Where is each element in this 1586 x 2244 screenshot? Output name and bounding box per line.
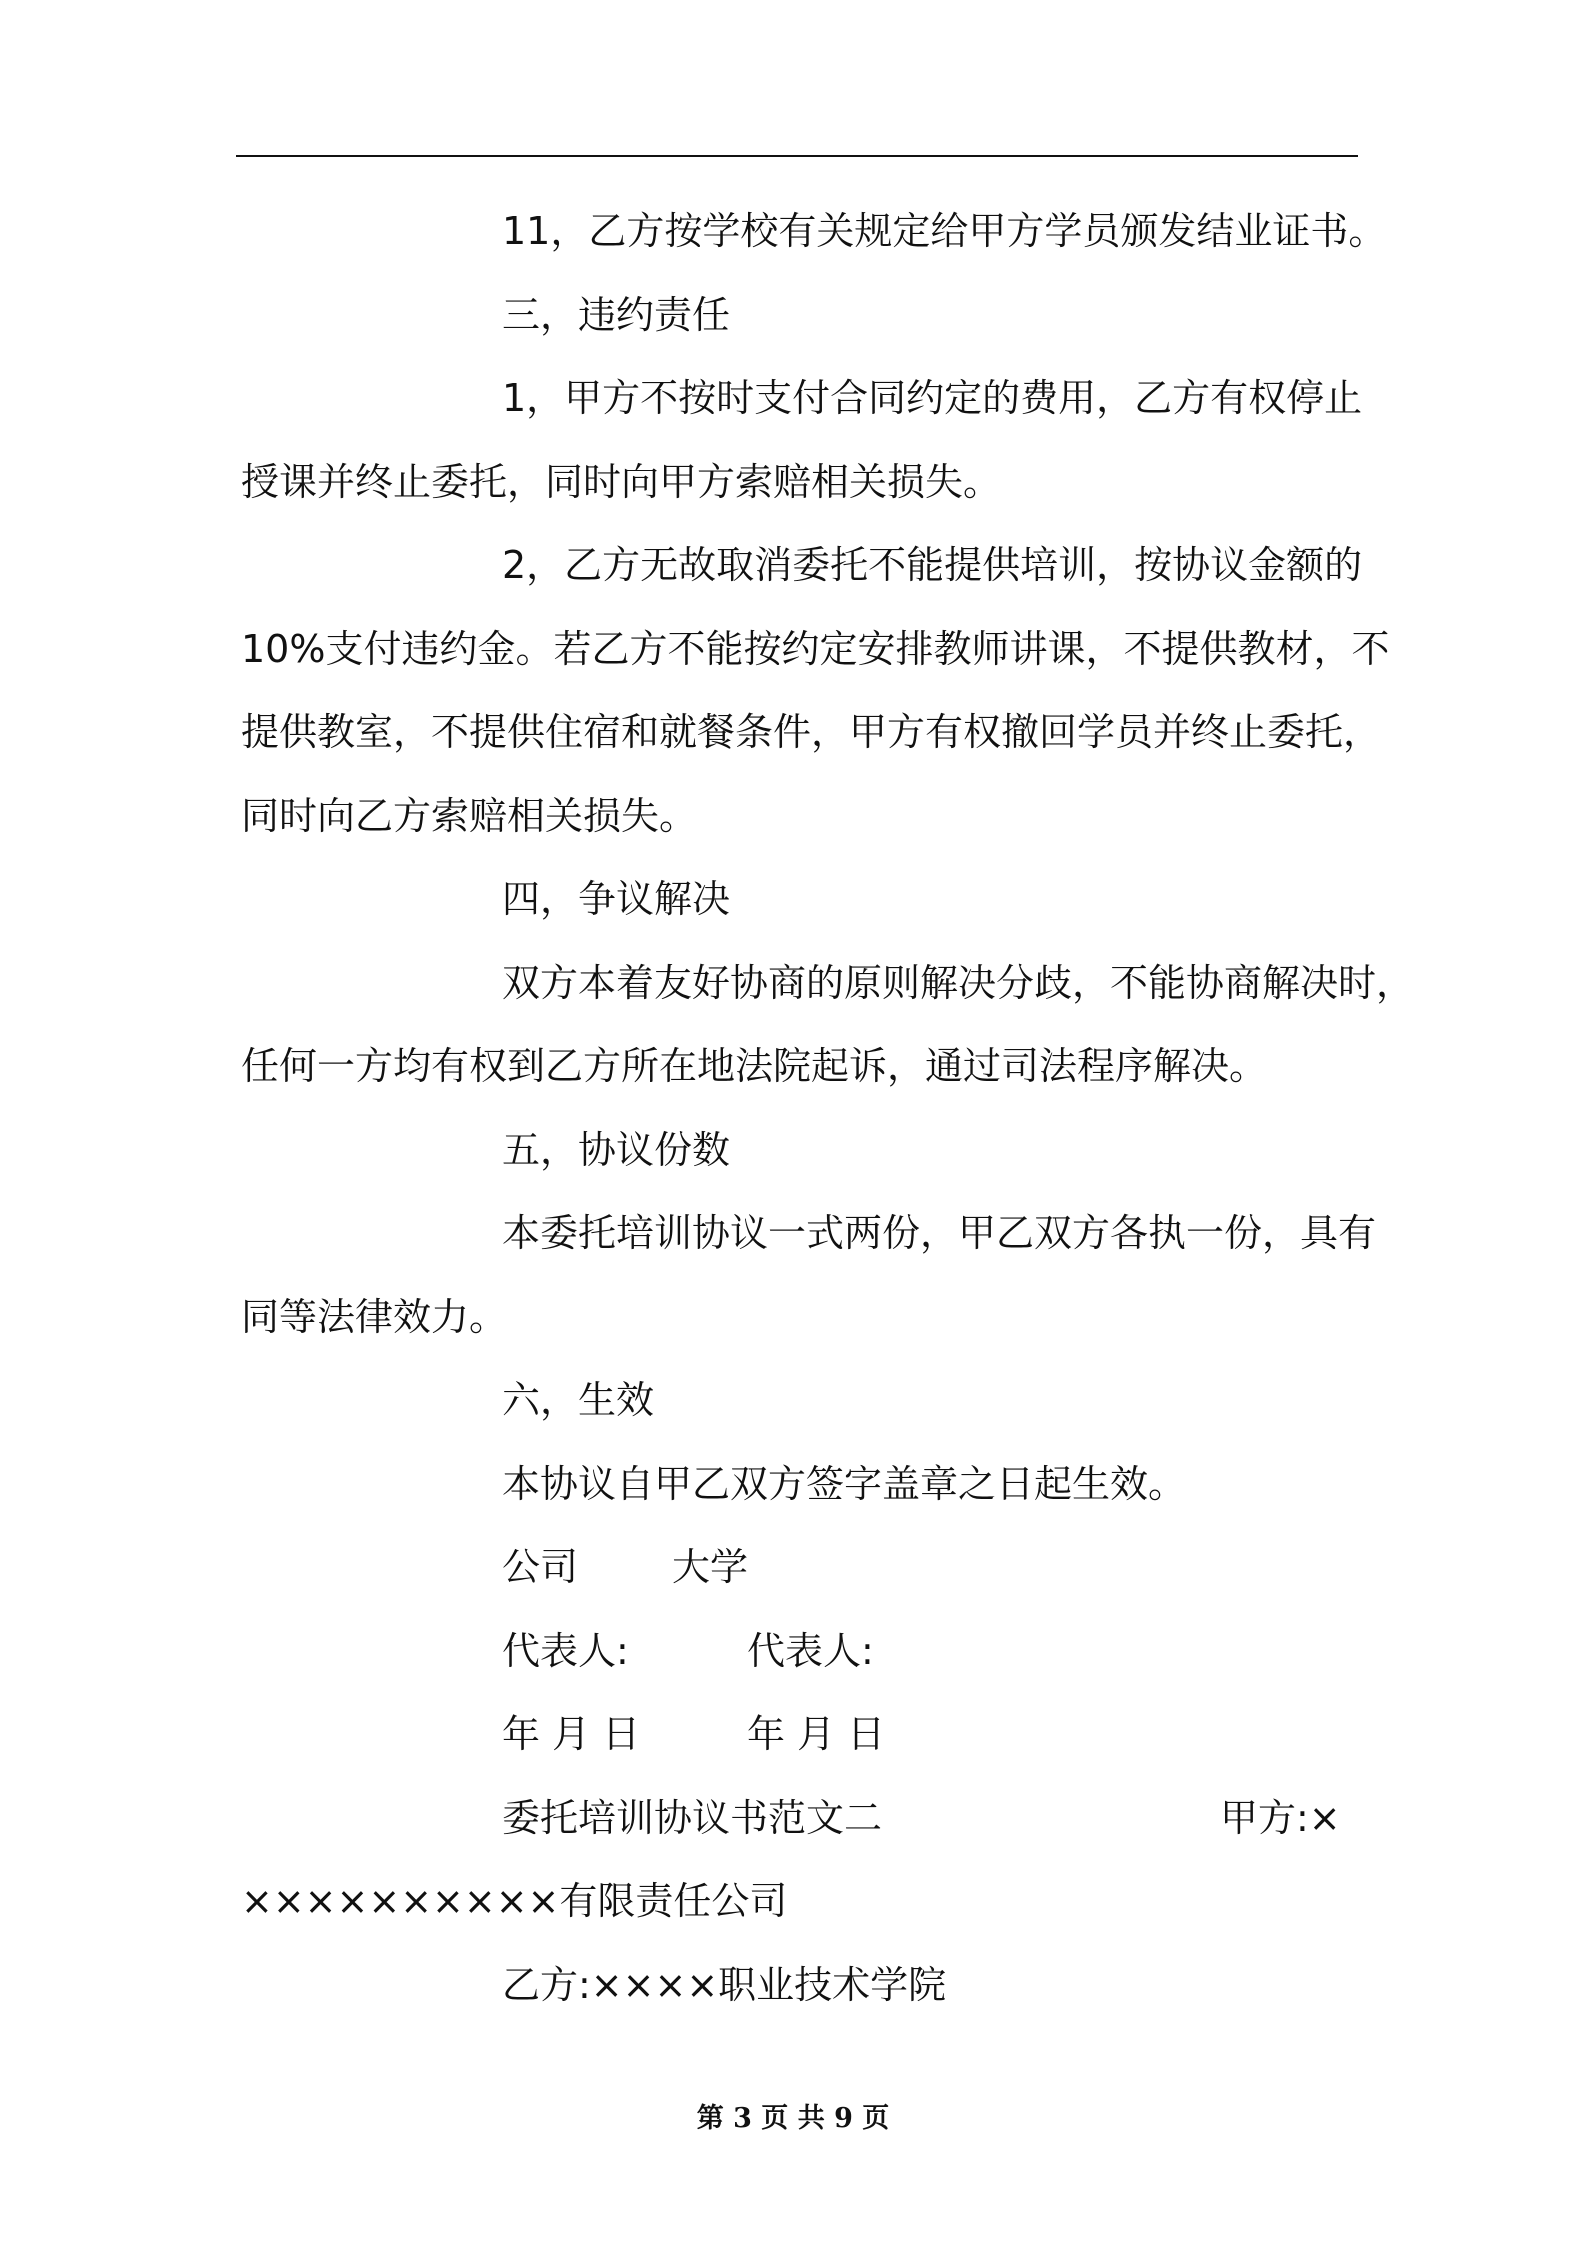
section-heading-dispute: 四，争议解决 xyxy=(502,877,731,921)
signature-date-a: 年 月 日 xyxy=(502,1712,641,1756)
section-heading-effect: 六，生效 xyxy=(502,1378,655,1422)
liability-item-2-cont-3: 同时向乙方索赔相关损失。 xyxy=(241,794,698,838)
signature-rep-a: 代表人: xyxy=(502,1629,629,1673)
clause-11: 11，乙方按学校有关规定给甲方学员颁发结业证书。 xyxy=(502,209,1387,253)
page-number: 第 3 页 共 9 页 xyxy=(696,2103,890,2134)
sample-two-party-a-cont: ××××××××××有限责任公司 xyxy=(241,1879,788,1923)
copies-text-cont: 同等法律效力。 xyxy=(241,1295,508,1339)
sample-two-party-a: 甲方:× xyxy=(1220,1796,1341,1840)
signature-date-b: 年 月 日 xyxy=(747,1712,886,1756)
liability-item-2: 2，乙方无故取消委托不能提供培训，按协议金额的 xyxy=(502,543,1363,587)
liability-item-2-cont-1: 10%支付违约金。若乙方不能按约定安排教师讲课，不提供教材，不 xyxy=(241,627,1390,671)
signature-university: 大学 xyxy=(672,1545,749,1589)
liability-item-2-cont-2: 提供教室，不提供住宿和就餐条件，甲方有权撤回学员并终止委托， xyxy=(241,710,1382,754)
signature-rep-b: 代表人: xyxy=(747,1629,874,1673)
sample-two-party-b: 乙方:××××职业技术学院 xyxy=(502,1963,947,2007)
dispute-text: 双方本着友好协商的原则解决分歧，不能协商解决时， xyxy=(502,961,1415,1005)
section-heading-liability: 三，违约责任 xyxy=(502,293,731,337)
section-heading-copies: 五，协议份数 xyxy=(502,1128,731,1172)
header-rule xyxy=(236,155,1358,157)
liability-item-1: 1，甲方不按时支付合同约定的费用，乙方有权停止 xyxy=(502,376,1363,420)
signature-company: 公司 xyxy=(502,1545,579,1589)
effect-text: 本协议自甲乙双方签字盖章之日起生效。 xyxy=(502,1462,1187,1506)
sample-two-title: 委托培训协议书范文二 xyxy=(502,1796,883,1840)
liability-item-1-cont: 授课并终止委托，同时向甲方索赔相关损失。 xyxy=(241,460,1002,504)
dispute-text-cont: 任何一方均有权到乙方所在地法院起诉，通过司法程序解决。 xyxy=(241,1044,1268,1088)
copies-text: 本委托培训协议一式两份，甲乙双方各执一份，具有 xyxy=(502,1211,1377,1255)
